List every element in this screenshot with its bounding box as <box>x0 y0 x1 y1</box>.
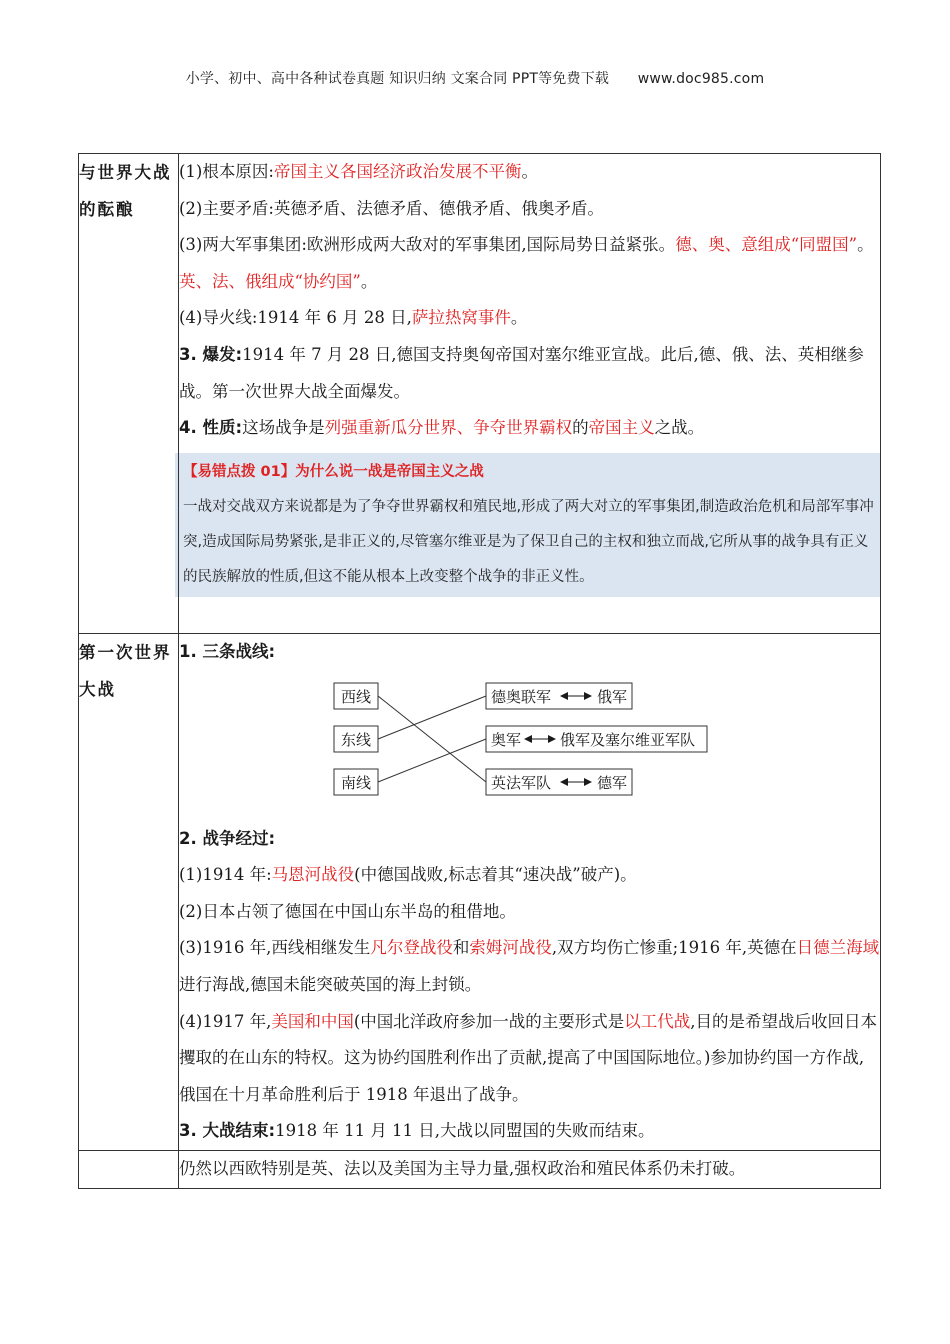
cause-item: (1)根本原因:帝国主义各国经济政治发展不平衡。 <box>179 162 538 181</box>
table-row <box>79 154 881 634</box>
svg-text:西线: 西线 <box>340 687 372 706</box>
fronts-heading: 1. 三条战线: <box>179 642 276 661</box>
nature-item: 4. 性质:这场战争是列强重新瓜分世界、争夺世界霸权的帝国主义之战。 <box>179 418 705 438</box>
header-site[interactable]: www.doc985.com <box>637 71 765 87</box>
svg-text:德军: 德军 <box>597 773 628 792</box>
fuse-item: (4)导火线:1914 年 6 月 28 日,萨拉热窝事件。 <box>179 308 528 328</box>
course-item: (3)1916 年,西线相继发生凡尔登战役和索姆河战役,双方均伤亡惨重;1916 年,英德在日德兰海域进行海战,德国未能突破英国的海上封锁。 <box>179 938 880 994</box>
notes-table <box>78 153 881 1189</box>
tip-box <box>175 453 880 597</box>
row-content-origin <box>179 154 881 634</box>
svg-text:东线: 东线 <box>340 730 372 749</box>
outbreak-item: 3. 爆发:1914 年 7 月 28 日,德国支持奥匈帝国对塞尔维亚宣战。此后,德、俄、法、英相继参战。第一次世界大战全面爆发。 <box>179 344 864 401</box>
front-south <box>334 769 378 795</box>
contradiction-item: (2)主要矛盾:英德矛盾、法德矛盾、德俄矛盾、俄奥矛盾。 <box>179 198 604 218</box>
course-item: (4)1917 年,美国和中国(中国北洋政府参加一战的主要形式是以工代战,目的是希望战后收回日本攫取的在山东的特权。这为协约国胜利作出了贡献,提高了中国国际地位。)参加协约国一方作战,俄国在十月革命胜利后于 1918 年退出了战争。 <box>179 1011 878 1104</box>
svg-text:俄军及塞尔维亚军队: 俄军及塞尔维亚军队 <box>560 730 696 749</box>
page-header <box>0 68 950 88</box>
svg-text:英法军队: 英法军队 <box>491 773 552 792</box>
svg-text:德奥联军: 德奥联军 <box>491 687 552 706</box>
side-west <box>486 769 632 795</box>
blocs-item: (3)两大军事集团:欧洲形成两大敌对的军事集团,国际局势日益紧张。德、奥、意组成“同盟国”。英、法、俄组成“协约国”。 <box>179 235 874 291</box>
fronts-diagram-svg <box>179 671 869 821</box>
row-content-postwar: 仍然以西欧特别是英、法以及美国为主导力量,强权政治和殖民体系仍未打破。 <box>179 1150 881 1188</box>
svg-text:俄军: 俄军 <box>597 687 628 706</box>
course-item: (2)日本占领了德国在中国山东半岛的租借地。 <box>179 901 516 921</box>
link-east <box>378 696 486 739</box>
link-west <box>378 696 486 782</box>
svg-text:南线: 南线 <box>340 773 372 792</box>
end-item: 3. 大战结束:1918 年 11 月 11 日,大战以同盟国的失败而结束。 <box>179 1121 655 1141</box>
row-label-war: 第一次世界大战 <box>79 634 179 1151</box>
svg-text:奥军: 奥军 <box>491 730 522 749</box>
header-text: 小学、初中、高中各种试卷真题 知识归纳 文案合同 PPT等免费下载 <box>185 71 610 87</box>
tip-body: 一战对交战双方来说都是为了争夺世界霸权和殖民地,形成了两大对立的军事集团,制造政治危机和局部军事冲突,造成国际局势紧张,是非正义的,尽管塞尔维亚是为了保卫自己的主权和独立而战,它所从事的战争具有正义的民族解放的性质,但这不能从根本上改变整个战争的非正义性。 <box>183 498 874 585</box>
side-south <box>486 726 707 752</box>
tip-title: 【易错点拨 01】为什么说一战是帝国主义之战 <box>183 463 484 480</box>
row-label-origin: 与世界大战的酝酿 <box>79 154 179 634</box>
side-east <box>486 683 632 709</box>
fronts-diagram <box>179 671 880 821</box>
front-west <box>334 683 378 709</box>
front-east <box>334 726 378 752</box>
table-row <box>79 634 881 1151</box>
course-heading: 2. 战争经过: <box>179 828 276 848</box>
row-label-empty <box>79 1150 179 1188</box>
link-south <box>378 739 486 782</box>
table-row <box>79 1150 881 1188</box>
row-content-war <box>179 634 881 1151</box>
course-item: (1)1914 年:马恩河战役(中德国战败,标志着其“速决战”破产)。 <box>179 865 637 885</box>
